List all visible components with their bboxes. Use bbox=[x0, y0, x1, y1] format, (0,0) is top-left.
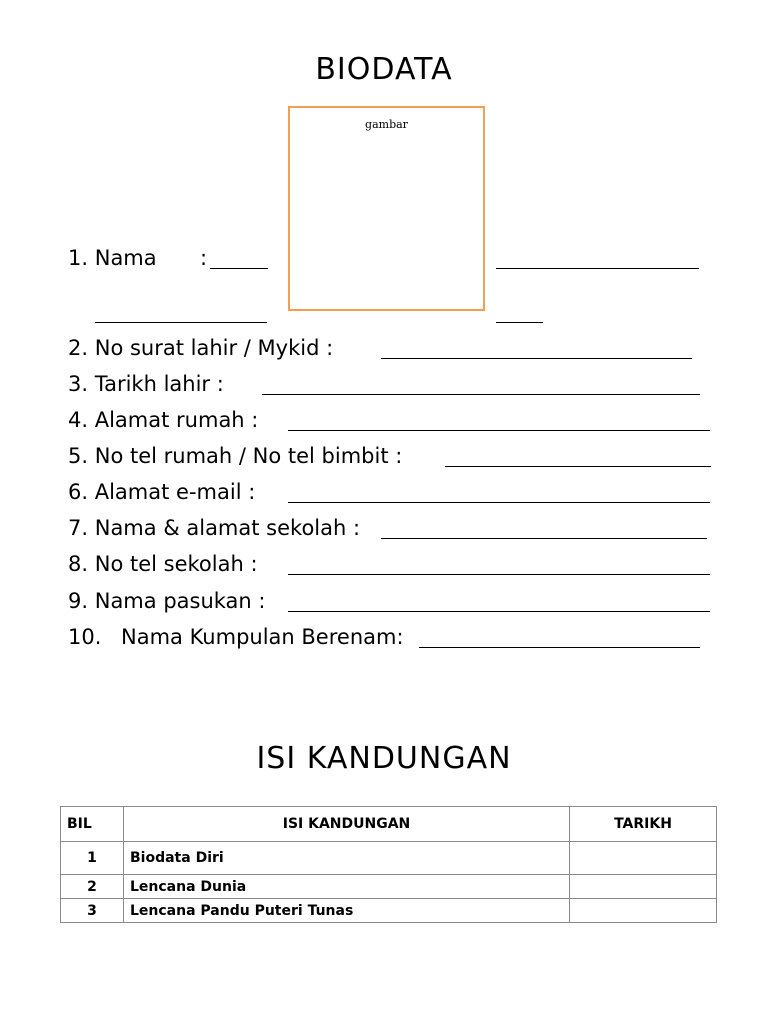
field-nama bbox=[68, 245, 157, 271]
field-label: Tarikh lahir : bbox=[94, 372, 224, 396]
kumpulan-input-line[interactable] bbox=[419, 647, 700, 648]
tarikh-lahir-input-line[interactable] bbox=[262, 394, 700, 395]
pasukan-input-line[interactable] bbox=[288, 611, 710, 612]
field-label: Alamat e-mail : bbox=[94, 480, 256, 504]
field-label: No surat lahir / Mykid : bbox=[94, 336, 334, 360]
nama-input-line[interactable] bbox=[496, 268, 699, 269]
row-item: Lencana Pandu Puteri Tunas bbox=[124, 899, 570, 923]
row-item: Lencana Dunia bbox=[124, 875, 570, 899]
row-bil: 3 bbox=[61, 899, 124, 923]
table-header-row bbox=[61, 807, 717, 842]
field-number: 7. bbox=[68, 516, 89, 540]
field-number: 5. bbox=[68, 444, 89, 468]
field-label: No tel sekolah : bbox=[94, 552, 258, 576]
row-tarikh[interactable] bbox=[570, 842, 717, 875]
field-number: 1. bbox=[68, 246, 89, 270]
field-number: 10. bbox=[68, 625, 102, 649]
field-label: Nama bbox=[94, 246, 157, 270]
field-alamat-rumah bbox=[68, 407, 258, 433]
table-row bbox=[61, 842, 717, 875]
field-kumpulan bbox=[68, 624, 101, 650]
field-number: 9. bbox=[68, 589, 89, 613]
nama-input-line[interactable] bbox=[496, 322, 543, 323]
row-tarikh[interactable] bbox=[570, 899, 717, 923]
no-tel-input-line[interactable] bbox=[445, 466, 711, 467]
field-sekolah bbox=[68, 515, 360, 541]
tel-sekolah-input-line[interactable] bbox=[288, 574, 710, 575]
header-isi-kandungan: ISI KANDUNGAN bbox=[124, 807, 570, 842]
field-number: 3. bbox=[68, 372, 89, 396]
sekolah-input-line[interactable] bbox=[381, 538, 707, 539]
field-label: No tel rumah / No tel bimbit : bbox=[94, 444, 403, 468]
field-label: Alamat rumah : bbox=[94, 408, 259, 432]
field-tarikh-lahir bbox=[68, 371, 224, 397]
page-title: BIODATA bbox=[315, 52, 453, 87]
field-label: Nama pasukan : bbox=[94, 589, 266, 613]
table-row bbox=[61, 875, 717, 899]
field-separator: : bbox=[200, 246, 208, 270]
alamat-rumah-input-line[interactable] bbox=[288, 430, 710, 431]
contents-table bbox=[60, 806, 717, 923]
field-number: 8. bbox=[68, 552, 89, 576]
photo-placeholder bbox=[288, 106, 485, 311]
field-label: Nama Kumpulan Berenam: bbox=[121, 625, 404, 649]
row-item: Biodata Diri bbox=[124, 842, 570, 875]
table-row bbox=[61, 899, 717, 923]
contents-title: ISI KANDUNGAN bbox=[256, 741, 512, 776]
mykid-input-line[interactable] bbox=[381, 358, 692, 359]
header-bil: BIL bbox=[61, 807, 124, 842]
nama-input-line[interactable] bbox=[210, 268, 268, 269]
row-bil: 2 bbox=[61, 875, 124, 899]
email-input-line[interactable] bbox=[288, 502, 710, 503]
field-tel-sekolah bbox=[68, 551, 258, 577]
field-pasukan bbox=[68, 588, 265, 614]
header-tarikh: TARIKH bbox=[570, 807, 717, 842]
field-number: 6. bbox=[68, 480, 89, 504]
field-number: 4. bbox=[68, 408, 89, 432]
photo-label: gambar bbox=[365, 118, 408, 131]
field-label: Nama & alamat sekolah : bbox=[94, 516, 361, 540]
field-no-tel bbox=[68, 443, 402, 469]
row-tarikh[interactable] bbox=[570, 875, 717, 899]
row-bil: 1 bbox=[61, 842, 124, 875]
field-mykid bbox=[68, 335, 333, 361]
nama-input-line[interactable] bbox=[95, 322, 267, 323]
field-number: 2. bbox=[68, 336, 89, 360]
field-email bbox=[68, 479, 255, 505]
